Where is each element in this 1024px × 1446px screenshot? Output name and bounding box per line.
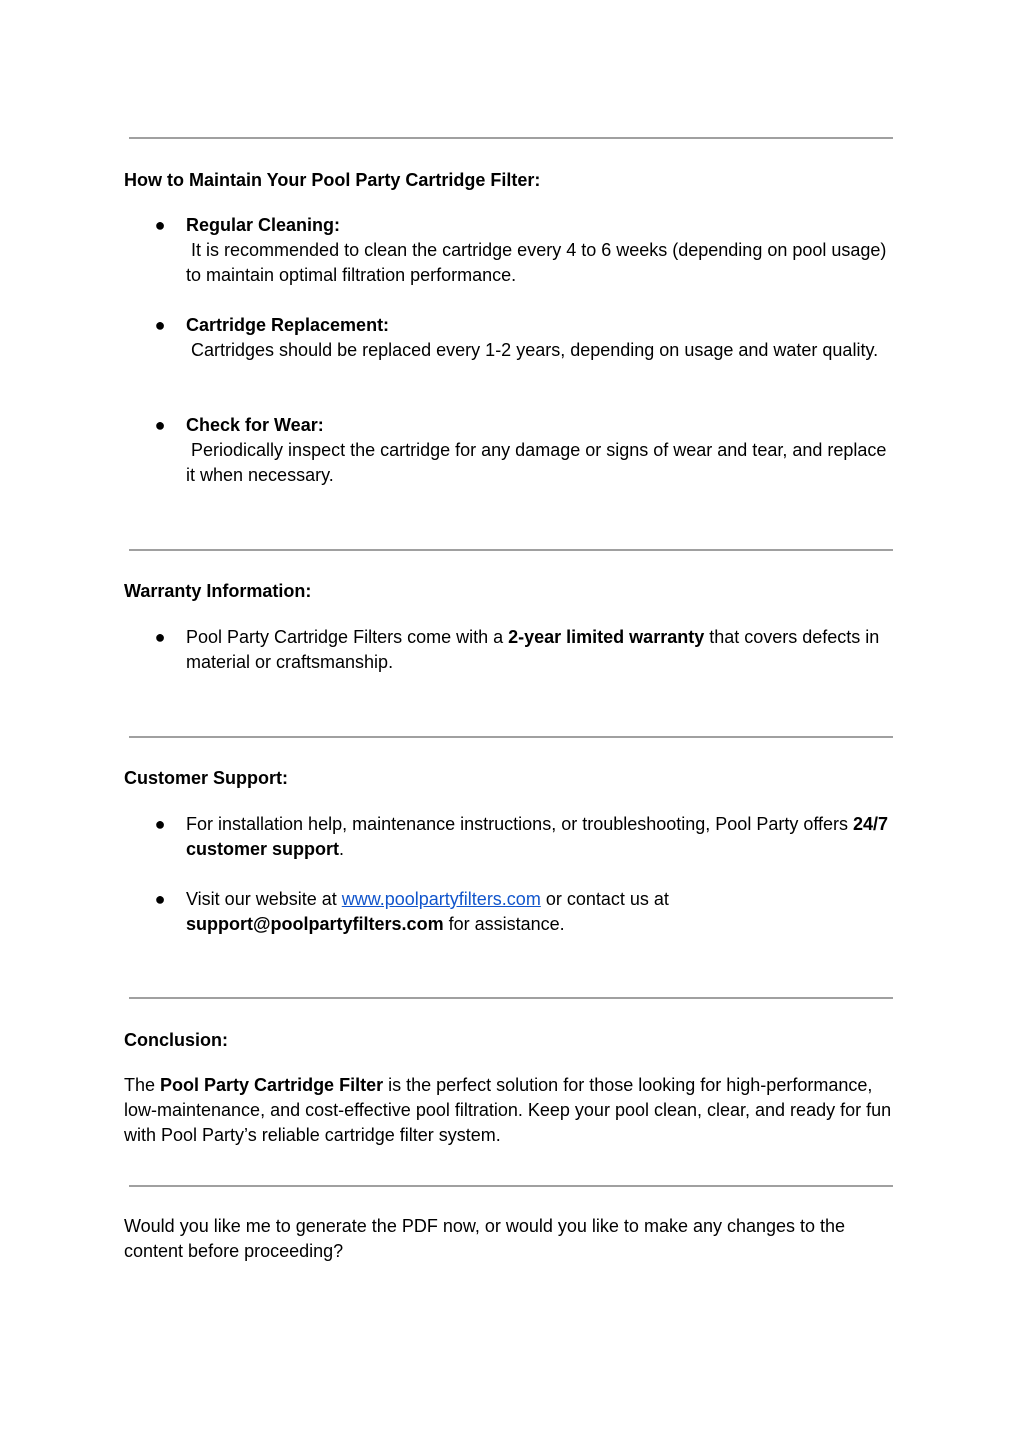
conclusion-text-part: The [124, 1075, 161, 1095]
bullet-icon: ● [154, 814, 166, 834]
support-text-part: for assistance. [443, 914, 565, 934]
warranty-text-part: that covers defects in material or craftsmanship. [186, 627, 880, 672]
conclusion-text-part: is the perfect solution for those looking for high-performance, low-maintenance, and cost-effective pool filtration. Keep your pool clean, clear, and ready for fun with Pool Party’s reliable cartridge filter system. [124, 1075, 892, 1145]
divider [129, 549, 893, 551]
bullet-icon: ● [154, 889, 166, 909]
warranty-text [186, 625, 894, 675]
list-item [124, 625, 894, 675]
list-item [124, 413, 894, 488]
bullet-icon: ● [154, 315, 166, 335]
bullet-icon: ● [154, 215, 166, 235]
bullet-icon: ● [154, 627, 166, 647]
list-item-title: Check for Wear: [186, 415, 324, 435]
section-heading-warranty: Warranty Information: [124, 581, 312, 601]
divider [129, 997, 893, 999]
warranty-text-part: Pool Party Cartridge Filters come with a [186, 627, 509, 647]
divider [129, 137, 893, 139]
conclusion-highlight: Pool Party Cartridge Filter [160, 1075, 384, 1095]
bullet-icon: ● [154, 415, 166, 435]
website-link[interactable]: www.poolpartyfilters.com [341, 889, 541, 909]
list-item [124, 887, 894, 937]
list-item-title: Cartridge Replacement: [186, 315, 390, 335]
list-item [124, 812, 894, 862]
divider [129, 736, 893, 738]
divider [129, 1185, 893, 1187]
support-text [186, 812, 894, 862]
section-heading-maintenance: How to Maintain Your Pool Party Cartridge Filter: [124, 170, 541, 190]
list-item-body: Cartridges should be replaced every 1-2 years, depending on usage and water quality. [186, 340, 879, 360]
support-text-part: . [339, 839, 345, 859]
warranty-highlight: 2-year limited warranty [508, 627, 705, 647]
support-text-part: Visit our website at [186, 889, 342, 909]
support-email: support@poolpartyfilters.com [186, 914, 444, 934]
section-heading-support: Customer Support: [124, 768, 288, 788]
conclusion-paragraph [124, 1073, 894, 1148]
support-contact-text [186, 887, 894, 937]
support-highlight: 24/7 customer support [186, 814, 889, 859]
closing-question: Would you like me to generate the PDF now, or would you like to make any changes to the content before proceeding? [124, 1216, 846, 1261]
section-heading-conclusion: Conclusion: [124, 1030, 228, 1050]
support-text-part: For installation help, maintenance instructions, or troubleshooting, Pool Party offers [186, 814, 854, 834]
list-item [124, 213, 894, 288]
list-item-title: Regular Cleaning: [186, 215, 341, 235]
list-item-body: It is recommended to clean the cartridge every 4 to 6 weeks (depending on pool usage) to maintain optimal filtration performance. [186, 240, 892, 285]
support-text-part: or contact us at [540, 889, 669, 909]
list-item [124, 313, 894, 363]
list-item-body: Periodically inspect the cartridge for any damage or signs of wear and tear, and replace it when necessary. [186, 440, 892, 485]
